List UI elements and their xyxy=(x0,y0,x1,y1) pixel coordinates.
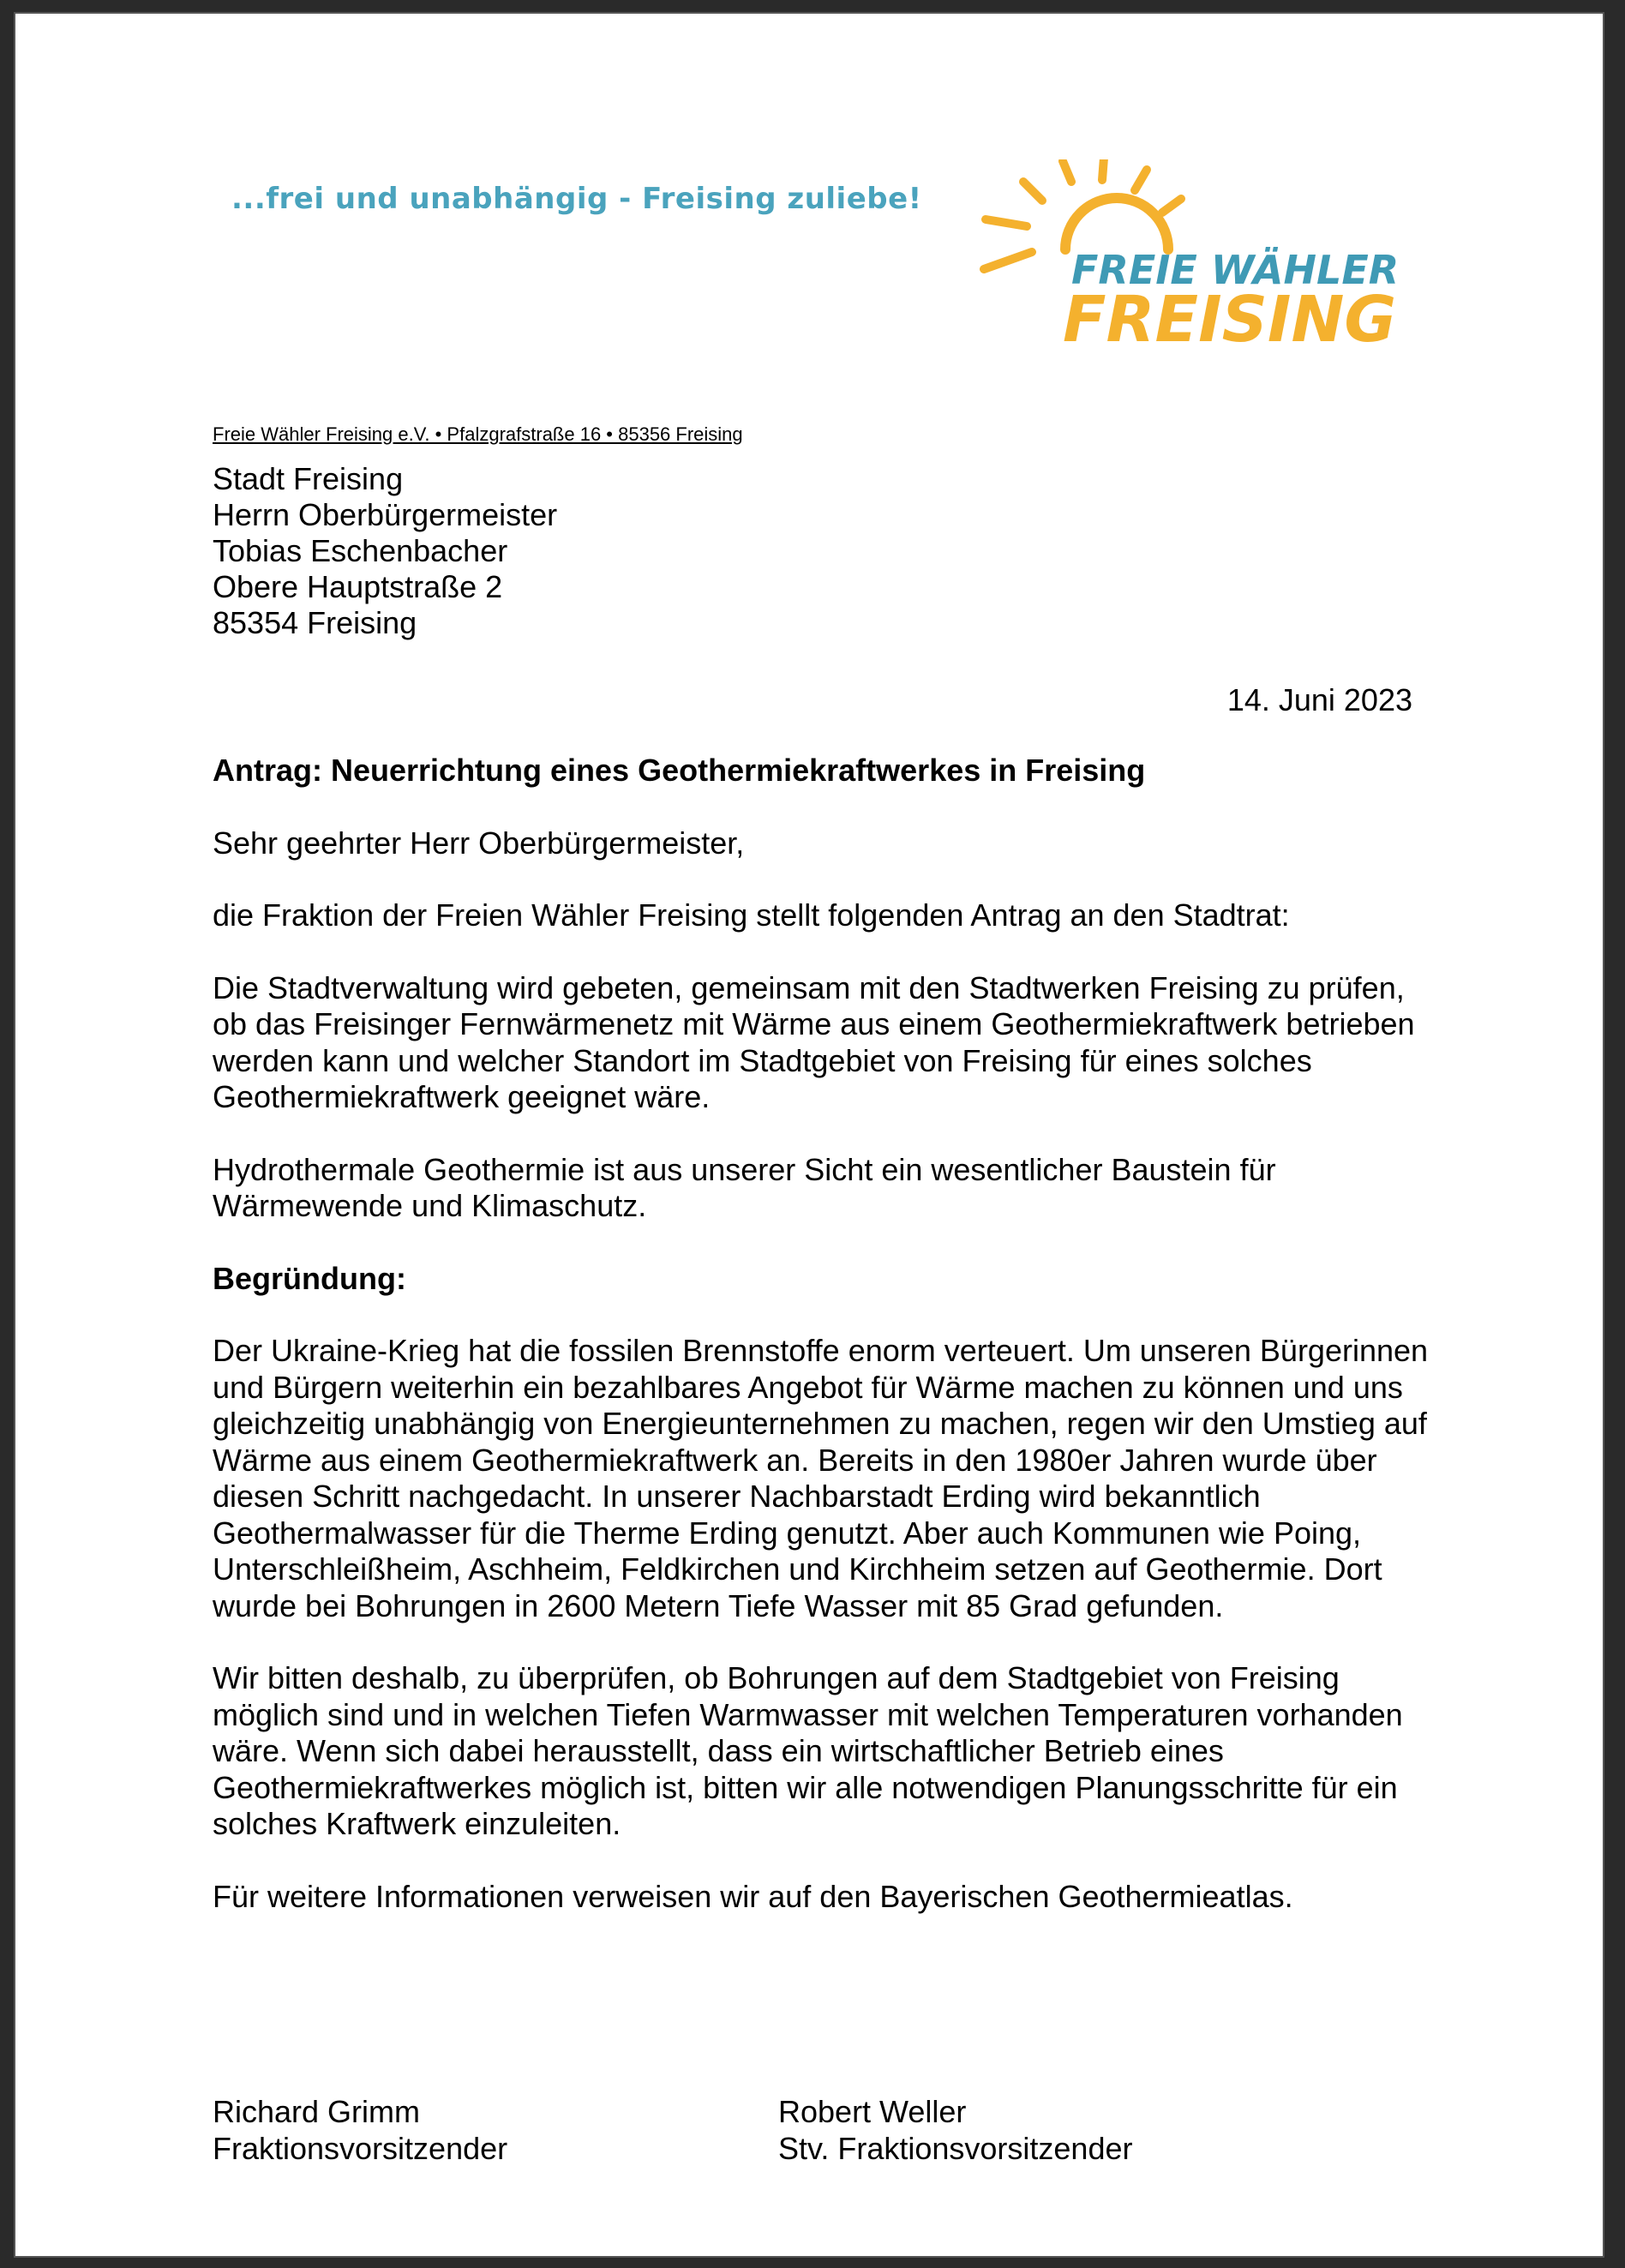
tagline: ...frei und unabhängig - Freising zuliebe! xyxy=(231,182,922,216)
letter-page xyxy=(14,12,1604,2258)
signer-name: Robert Weller xyxy=(778,2094,967,2129)
recipient-line: Obere Hauptstraße 2 xyxy=(213,569,503,604)
signer-role: Fraktionsvorsitzender xyxy=(213,2131,508,2166)
justification-heading: Begründung: xyxy=(213,1260,406,1296)
recipient-address xyxy=(213,461,557,641)
letter-body xyxy=(213,753,1438,1951)
signer-name: Richard Grimm xyxy=(213,2094,421,2129)
recipient-line: Tobias Eschenbacher xyxy=(213,533,508,568)
paragraph-statement: Hydrothermale Geothermie ist aus unserer Sicht ein wesentlicher Baustein für Wärmewende und Klimaschutz. xyxy=(213,1151,1276,1223)
recipient-line: Herrn Oberbürgermeister xyxy=(213,497,558,532)
paragraph-intro: die Fraktion der Freien Wähler Freising stellt folgenden Antrag an den Stadtrat: xyxy=(213,897,1290,933)
signer-role: Stv. Fraktionsvorsitzender xyxy=(778,2131,1133,2166)
recipient-line: 85354 Freising xyxy=(213,605,417,640)
logo-line2: FREISING xyxy=(1063,283,1397,357)
paragraph-request-check: Wir bitten deshalb, zu überprüfen, ob Bohrungen auf dem Stadtgebiet von Freising möglich sind und in welchen Tiefen Warmwasser mit welchen Temperaturen vorhanden wäre. Wenn sich dabei herausstellt, dass ein wirtschaftlicher Betrieb eines Geothermiekraftwerkes möglich ist, bitten wir alle notwendigen Planungsschritte für ein solches Kraftwerk einzuleiten. xyxy=(213,1660,1403,1841)
letter-date: 14. Juni 2023 xyxy=(1226,682,1412,717)
signature-left xyxy=(213,2093,507,2167)
subject-line: Antrag: Neuerrichtung eines Geothermiekraftwerkes in Freising xyxy=(213,753,1146,788)
sender-address-line: Freie Wähler Freising e.V. • Pfalzgrafstraße 16 • 85356 Freising xyxy=(213,423,743,445)
signature-right xyxy=(778,2093,1132,2167)
freie-waehler-logo xyxy=(975,159,1404,357)
salutation: Sehr geehrter Herr Oberbürgermeister, xyxy=(213,825,745,861)
logo-line1: FREIE WÄHLER xyxy=(1071,247,1400,293)
sun-arc-icon xyxy=(1065,198,1168,249)
paragraph-request: Die Stadtverwaltung wird gebeten, gemeinsam mit den Stadtwerken Freising zu prüfen, ob das Freisinger Fernwärmenetz mit Wärme aus einem Geothermiekraftwerk betrieben werden kann und welcher Standort im Stadtgebiet von Freising für eines solches Geothermiekraftwerk geeignet wäre. xyxy=(213,969,1415,1114)
paragraph-reference: Für weitere Informationen verweisen wir auf den Bayerischen Geothermieatlas. xyxy=(213,1878,1293,1914)
paragraph-justification: Der Ukraine-Krieg hat die fossilen Brennstoffe enorm verteuert. Um unseren Bürgerinnen und Bürgern weiterhin ein bezahlbares Angebot für Wärme machen zu können und uns gleichzeitig unabhängig von Energieunternehmen zu machen, regen wir den Umstieg auf Wärme aus einem Geothermiekraftwerk an. Bereits in den 1980er Jahren wurde über diesen Schritt nachgedacht. In unserer Nachbarstadt Erding wird bekanntlich Geothermalwasser für die Therme Erding genutzt. Aber auch Kommunen wie Poing, Unterschleißheim, Aschheim, Feldkirchen und Kirchheim setzen auf Geothermie. Dort wurde bei Bohrungen in 2600 Metern Tiefe Wasser mit 85 Grad gefunden. xyxy=(213,1333,1429,1623)
recipient-line: Stadt Freising xyxy=(213,461,404,496)
